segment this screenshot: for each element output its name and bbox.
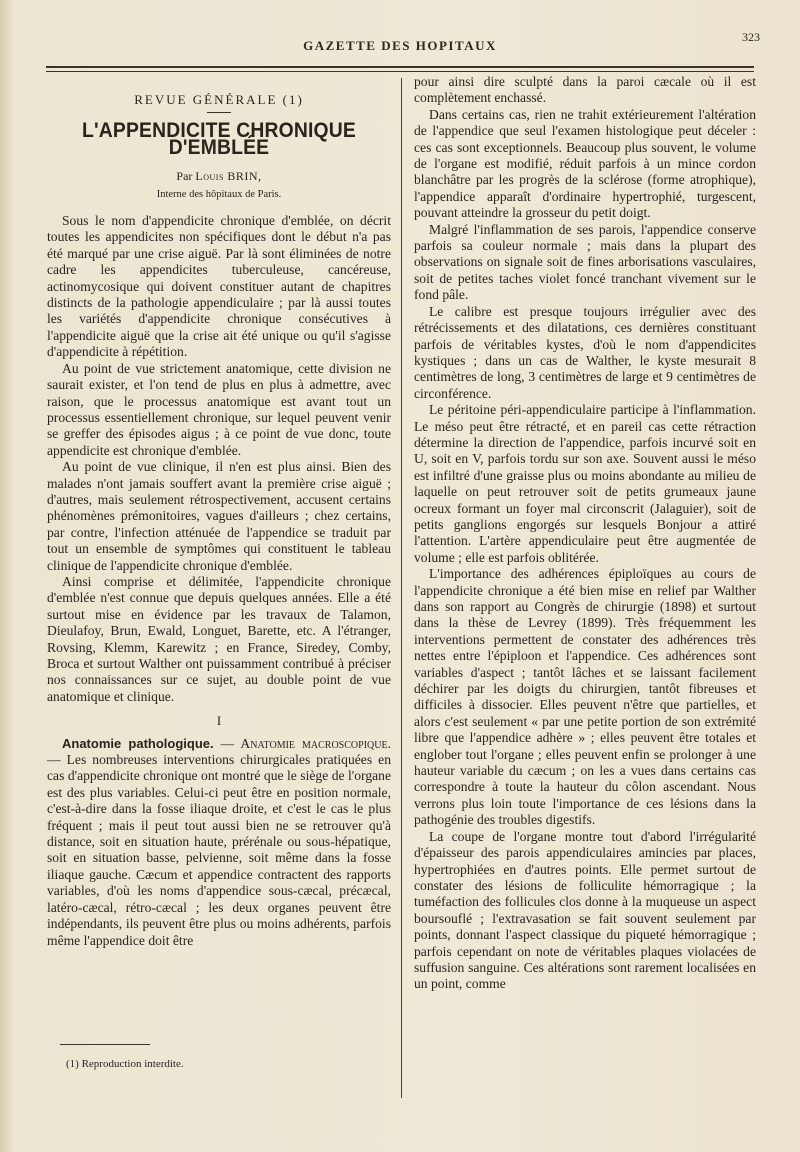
byline-prefix: Par: [176, 169, 193, 184]
article-title: L'APPENDICITE CHRONIQUE D'EMBLÉE: [82, 119, 356, 159]
page-number: 323: [742, 30, 760, 44]
section-number: I: [216, 713, 222, 729]
paragraph: pour ainsi dire sculpté dans la paroi cæcale où il est complètement enchassé.: [414, 74, 756, 106]
paragraph: L'importance des adhérences épiploïques au cours de l'appendicite chronique a été bien mise en relief par Walther dans son rapport au Congrès de chirurgie (1898) et surtout dans la thèse de Levrey (1899). Très fréquemment les interventions permettent de constater des adhérences très nettes entre l'épiploon et l'appendice. Ces adhérences sont variables d'aspect ; tantôt lâches et se laissant facilement déchirer par les doigts du chirurgien, tantôt fibreuses et difficiles à dissocier. Elles peuvent n'être que partielles, et alors c'est seulement « par une petite portion de son extrémité libre que l'appendice adhère » ; elles peuvent être totales et englober tout l'organe ; elles peuvent enfin se prolonger à une hauteur variable du cæcum ; on les a vues dans certains cas correspondre à toute la hauteur du côlon ascendant. Nous verrons plus loin toute l'importance de ces lésions dans la pathogénie des troubles digestifs.: [414, 566, 756, 828]
paragraph: Malgré l'inflammation de ses parois, l'appendice conserve parfois sa couleur normale ; mais dans la plupart des observations on signale soit de fines arborisations vasculaires, soit de petites taches violet foncé tranchant vivement sur le fond pâle.: [414, 221, 756, 303]
paragraph: Ainsi comprise et délimitée, l'appendicite chronique d'emblée n'est connue que depuis quelques années. Elle a été surtout mise en évidence par les travaux de Talamon, Dieulafoy, Brun, Ewald, Longuet, Barette, etc. A l'étranger, Rovsing, Klemm, Karewitz ; en France, Siredey, Comby, Broca et surtout Walther ont puissamment contribué à préciser nos connaissances sur ce sujet, au double point de vue anatomique et clinique.: [47, 573, 391, 704]
right-column: [414, 74, 756, 993]
author-affiliation: Interne des hôpitaux de Paris.: [156, 188, 282, 200]
running-title: GAZETTE DES HOPITAUX: [303, 38, 497, 53]
paragraph: Sous le nom d'appendicite chronique d'emblée, on décrit toutes les appendicites non spécifiques dont le début n'a pas été marqué par une crise aiguë. Par là sont éliminées de notre cadre les appendicites tuberculeuse, cancéreuse, actinomycosique qui doivent constituer autant de chapitres distincts de la pathologie appendiculaire ; par là aussi toutes les variétés d'appendicite chronique consécutives à l'appendicite aiguë que la crise ait été unique ou qu'il s'agisse d'appendicite à répétition.: [47, 213, 391, 360]
section-paragraph: [47, 736, 391, 949]
column-divider: [401, 78, 402, 1098]
paragraph: Le calibre est presque toujours irrégulier avec des rétrécissements et des dilatations, ces dernières constituant parfois de véritables kystes, d'où le nom d'appendicites kystiques ; dans un cas de Walther, le kyste mesurait 8 centimètres de long, 3 centimètres de large et 9 centimètres de circonférence.: [414, 303, 756, 401]
paragraph: La coupe de l'organe montre tout d'abord l'irrégularité d'épaisseur des parois appendiculaires amincies par places, hypertrophiées en d'autres points. Elle permet surtout de constater des lésions de folliculite hémorragique ; la tuméfaction des follicules clos donne à la muqueuse un aspect boursouflé ; l'extravasation se fait souvent seulement par points, donnant l'aspect classique du piqueté hémorragique ; parfois cependant on note de véritables plaques violacées de suffusion sanguine. Ces altérations sont rarement localisées en un point, comme: [414, 828, 756, 992]
kicker-dash: [207, 112, 231, 113]
byline: [47, 168, 391, 184]
left-column: [47, 76, 391, 949]
author-name: Louis BRIN,: [195, 169, 262, 184]
section-text: — Les nombreuses interventions chirurgicales pratiquées en cas d'appendicite chronique ont montré que le siège de l'organe est des plus variables. Celui-ci peut être en position normale, c'est-à-dire dans la fosse iliaque droite, et c'est le cas le plus fréquent ; mais il peut tout aussi bien ne se retrouver qu'à distance, soit en situation haute, prérénale ou sous-hépatique, soit en situation basse, pelvienne, soit même dans la fosse iliaque gauche. Cæcum et appendice contractent des rapports variables, d'où les noms d'appendice sous-cæcal, précæcal, latéro-cæcal, rétro-cæcal ; les deux organes peuvent être indépendants, ils peuvent être plus ou moins adhérents, parfois même l'appendice doit être: [47, 752, 391, 948]
section-subheading: — Anatomie macroscopique.: [220, 735, 391, 751]
section-kicker: REVUE GÉNÉRALE (1): [134, 92, 304, 107]
paragraph: Au point de vue strictement anatomique, cette division ne saurait exister, et l'on tend de plus en plus à admettre, avec raison, que le processus anatomique est avant tout un processus essentiellement chronique, sur lequel peuvent venir se greffer des épisodes aigus ; à ce point de vue donc, toute appendicite est chronique d'emblée.: [47, 360, 391, 458]
page-header: [40, 30, 760, 60]
footnote: (1) Reproduction interdite.: [66, 1058, 184, 1070]
paragraph: Au point de vue clinique, il n'en est plus ainsi. Bien des malades n'ont jamais souffert avant la première crise aiguë ; d'autres, mais seulement rétrospectivement, accusent certains phénomènes prémonitoires, vagues d'ailleurs ; chez certains, par contre, l'infection atténuée de l'appendice se traduit par tout un ensemble de symptômes qui constituent le tableau clinique de l'appendicite chronique d'emblée.: [47, 459, 391, 573]
header-rule: [46, 66, 754, 68]
section-heading: Anatomie pathologique.: [62, 735, 214, 751]
footnote-rule: [60, 1044, 150, 1045]
paragraph: Le péritoine péri-appendiculaire participe à l'inflammation. Le méso peut être rétracté, et en pareil cas cette rétraction détermine la direction de l'appendice, parfois incurvé soit en U, soit en V, parfois tordu sur son axe. Souvent aussi le méso est infiltré d'une graisse plus ou moins abondante au milieu de laquelle on peut retrouver soit de petits grumeaux jaune ocreux formant un foyer mal circonscrit (Jalaguier), soit de petits ganglions engorgés sur lesquels Bonjour a attiré l'attention. L'artère appendiculaire peut être augmentée de volume ; elle est parfois oblitérée.: [414, 402, 756, 565]
paragraph: Dans certains cas, rien ne trahit extérieurement l'altération de l'appendice que seul l'examen histologique peut déceler : ces cas sont exceptionnels. Beaucoup plus souvent, le volume de l'organe est modifié, réduit parfois à un mince cordon blanchâtre par les progrès de la sclérose (forme atrophique), l'appendice apparaît d'ordinaire hypertrophié, turgescent, pouvant atteindre la grosseur du petit doigt.: [414, 106, 756, 221]
header-rule-thin: [46, 71, 754, 72]
